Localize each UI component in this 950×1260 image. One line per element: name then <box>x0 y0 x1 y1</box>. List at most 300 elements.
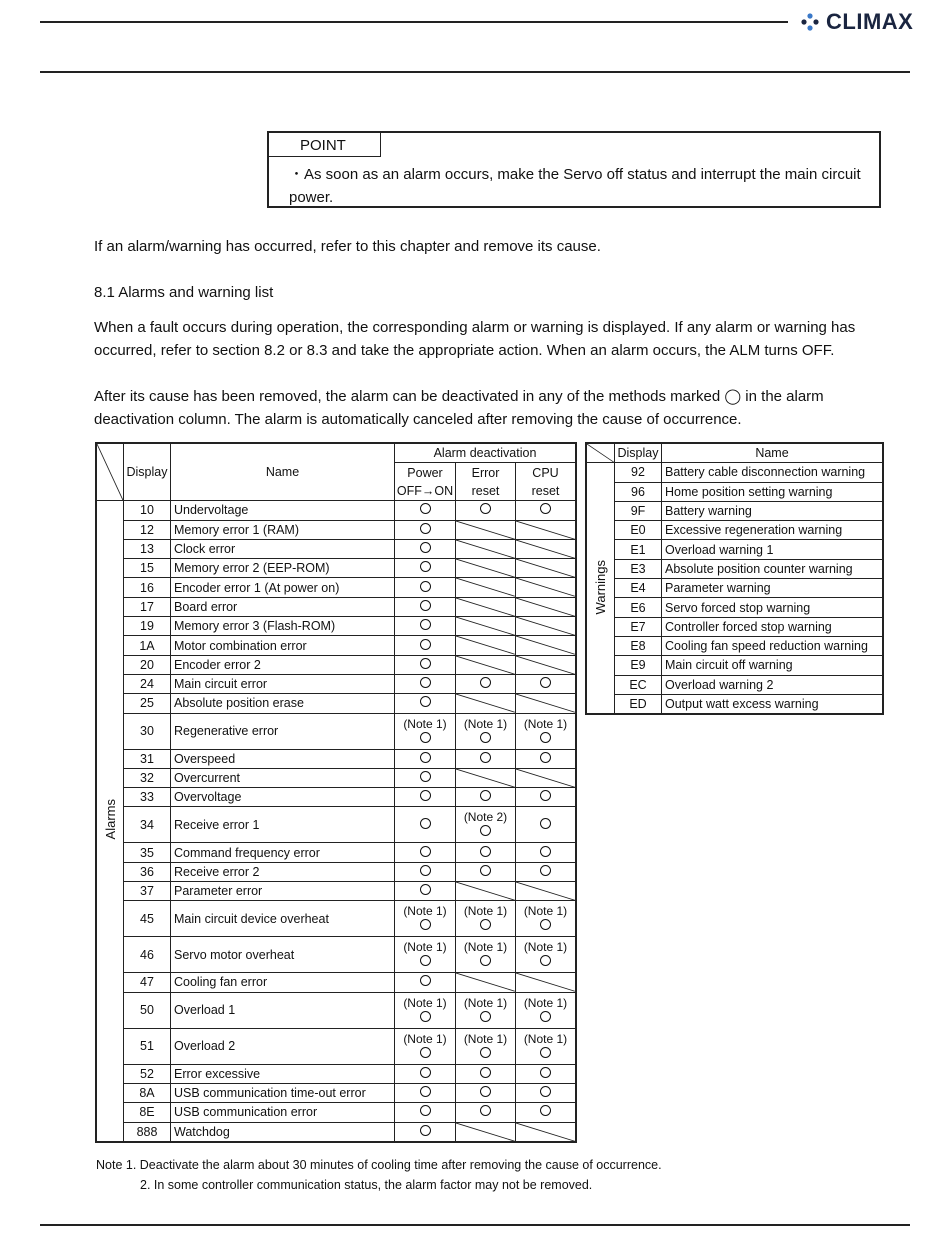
warning-table-corner <box>586 443 615 463</box>
alarm-name: Absolute position erase <box>171 694 395 713</box>
circle-mark-icon <box>420 503 431 514</box>
warning-display-code: ED <box>615 694 662 714</box>
note-label: (Note 1) <box>463 940 508 955</box>
alarm-display-code: 13 <box>124 539 171 558</box>
circle-mark-icon <box>480 1047 491 1058</box>
alarm-name: Memory error 2 (EEP-ROM) <box>171 559 395 578</box>
circle-mark-icon <box>420 561 431 572</box>
circle-mark-icon <box>420 955 431 966</box>
alarm-display-code: 31 <box>124 749 171 768</box>
deactivation-mark-cell <box>395 674 456 693</box>
alarm-row <box>96 937 576 973</box>
circle-mark-icon <box>480 955 491 966</box>
warning-display-code: E6 <box>615 598 662 617</box>
alarm-name: Overspeed <box>171 749 395 768</box>
warning-row <box>586 463 883 482</box>
not-applicable-cell <box>456 539 516 558</box>
alarm-display-code: 19 <box>124 617 171 636</box>
alarm-header-display: Display <box>124 443 171 501</box>
circle-mark-icon <box>420 1105 431 1116</box>
warning-row <box>586 675 883 694</box>
warning-row <box>586 501 883 520</box>
warning-display-code: 9F <box>615 501 662 520</box>
alarm-row <box>96 520 576 539</box>
alarm-name: Memory error 1 (RAM) <box>171 520 395 539</box>
alarm-header-deactivation: Alarm deactivation <box>395 443 577 463</box>
circle-mark-icon <box>540 677 551 688</box>
climax-logo <box>800 10 940 34</box>
alarm-table-corner <box>96 443 124 501</box>
circle-mark-icon <box>480 1067 491 1078</box>
point-box <box>267 131 881 208</box>
note-label: (Note 1) <box>403 940 447 955</box>
circle-mark-icon <box>420 865 431 876</box>
alarm-row <box>96 1064 576 1083</box>
alarm-display-code: 30 <box>124 713 171 749</box>
alarm-row <box>96 992 576 1028</box>
circle-mark-icon <box>420 790 431 801</box>
circle-mark-icon <box>480 677 491 688</box>
note-label: (Note 1) <box>463 716 508 731</box>
alarm-display-code: 15 <box>124 559 171 578</box>
deactivation-mark-cell <box>456 501 516 520</box>
alarm-row <box>96 901 576 937</box>
note-mark-cell <box>516 713 577 749</box>
deactivation-mark-cell <box>395 520 456 539</box>
alarm-display-code: 17 <box>124 597 171 616</box>
warning-row <box>586 559 883 578</box>
intro-text: If an alarm/warning has occurred, refer to this chapter and remove its cause. <box>94 238 601 255</box>
alarm-name: Overvoltage <box>171 788 395 807</box>
alarm-display-code: 12 <box>124 520 171 539</box>
deactivation-mark-cell <box>456 843 516 862</box>
not-applicable-cell <box>516 694 577 713</box>
circle-mark-icon <box>540 865 551 876</box>
alarm-header-power-text: Power OFF→ON <box>396 465 454 498</box>
circle-mark-icon <box>420 658 431 669</box>
alarm-row <box>96 1122 576 1142</box>
not-applicable-cell <box>456 597 516 616</box>
footer-rule <box>40 1224 910 1226</box>
deactivation-mark-cell <box>395 862 456 881</box>
alarms-side-label <box>96 501 124 1142</box>
circle-mark-icon <box>420 919 431 930</box>
alarm-display-code: 47 <box>124 973 171 992</box>
alarm-row <box>96 843 576 862</box>
note-mark-cell <box>395 713 456 749</box>
circle-mark-icon <box>540 1105 551 1116</box>
deactivation-mark-cell <box>516 1064 577 1083</box>
warning-row <box>586 617 883 636</box>
alarm-display-code: 10 <box>124 501 171 520</box>
alarm-name: Error excessive <box>171 1064 395 1083</box>
circle-mark-icon <box>420 1067 431 1078</box>
warning-display-code: E3 <box>615 559 662 578</box>
deactivation-mark-cell <box>395 1103 456 1122</box>
alarm-display-code: 52 <box>124 1064 171 1083</box>
deactivation-mark-cell <box>516 1103 577 1122</box>
not-applicable-cell <box>516 882 577 901</box>
not-applicable-cell <box>456 617 516 636</box>
alarm-name: Board error <box>171 597 395 616</box>
alarms-side-label-text: Alarms <box>102 799 118 840</box>
circle-mark-icon <box>540 1011 551 1022</box>
alarm-name: Encoder error 1 (At power on) <box>171 578 395 597</box>
paragraph-2: After its cause has been removed, the alarm can be deactivated in any of the methods marked ◯ in the alarm deactivation column. The alarm is automatically canceled after removing the cause of occurrence. <box>94 388 824 428</box>
not-applicable-cell <box>516 617 577 636</box>
alarm-row <box>96 1028 576 1064</box>
not-applicable-cell <box>456 694 516 713</box>
deactivation-mark-cell <box>395 1064 456 1083</box>
circle-mark-icon <box>420 846 431 857</box>
circle-mark-icon <box>540 752 551 763</box>
warning-display-code: E4 <box>615 579 662 598</box>
alarm-row <box>96 636 576 655</box>
deactivation-mark-cell <box>456 749 516 768</box>
warning-name: Battery cable disconnection warning <box>662 463 884 482</box>
warning-name: Excessive regeneration warning <box>662 521 884 540</box>
alarm-name: Receive error 2 <box>171 862 395 881</box>
not-applicable-cell <box>456 882 516 901</box>
alarm-header-cpu-reset <box>516 463 577 501</box>
warning-display-code: 96 <box>615 482 662 501</box>
deactivation-mark-cell <box>395 617 456 636</box>
alarm-row <box>96 655 576 674</box>
circle-mark-icon <box>540 1067 551 1078</box>
point-text: ・As soon as an alarm occurs, make the Servo off status and interrupt the main circuit power. <box>289 166 861 206</box>
note-mark-cell <box>456 937 516 973</box>
not-applicable-cell <box>516 539 577 558</box>
note-mark-cell <box>516 901 577 937</box>
deactivation-mark-cell <box>456 1083 516 1102</box>
alarm-row <box>96 559 576 578</box>
deactivation-mark-cell <box>395 539 456 558</box>
alarm-name: Command frequency error <box>171 843 395 862</box>
warning-display-code: 92 <box>615 463 662 482</box>
warning-row <box>586 656 883 675</box>
warning-display-code: E7 <box>615 617 662 636</box>
circle-mark-icon <box>420 677 431 688</box>
climax-logo-icon <box>800 12 820 32</box>
deactivation-mark-cell <box>395 694 456 713</box>
alarm-name: Main circuit device overheat <box>171 901 395 937</box>
note-label: (Note 1) <box>463 995 508 1010</box>
alarm-header-error-reset <box>456 463 516 501</box>
warning-row <box>586 694 883 714</box>
warning-name: Servo forced stop warning <box>662 598 884 617</box>
deactivation-mark-cell <box>395 655 456 674</box>
circle-mark-icon <box>480 825 491 836</box>
warning-header-display: Display <box>615 443 662 463</box>
alarm-row <box>96 862 576 881</box>
circle-mark-icon <box>540 919 551 930</box>
alarm-name: Clock error <box>171 539 395 558</box>
circle-mark-icon <box>540 818 551 829</box>
warning-header-name: Name <box>662 443 884 463</box>
not-applicable-cell <box>516 768 577 787</box>
circle-mark-icon <box>480 790 491 801</box>
deactivation-mark-cell <box>456 674 516 693</box>
point-label: POINT <box>269 133 381 157</box>
alarm-name: Overload 1 <box>171 992 395 1028</box>
warning-name: Controller forced stop warning <box>662 617 884 636</box>
note-mark-cell <box>516 1028 577 1064</box>
note-mark-cell <box>456 807 516 843</box>
note-mark-cell <box>456 992 516 1028</box>
circle-mark-icon <box>540 790 551 801</box>
alarm-name: USB communication error <box>171 1103 395 1122</box>
deactivation-mark-cell <box>395 559 456 578</box>
note-label: (Note 1) <box>403 716 447 731</box>
warning-display-code: EC <box>615 675 662 694</box>
alarm-display-code: 51 <box>124 1028 171 1064</box>
alarm-row <box>96 1083 576 1102</box>
deactivation-mark-cell <box>395 749 456 768</box>
circle-mark-icon <box>420 1011 431 1022</box>
deactivation-mark-cell <box>516 1083 577 1102</box>
deactivation-mark-cell <box>516 749 577 768</box>
circle-mark-icon <box>420 818 431 829</box>
note-label: (Note 1) <box>523 995 568 1010</box>
alarm-name: Watchdog <box>171 1122 395 1142</box>
alarm-display-code: 32 <box>124 768 171 787</box>
alarm-table <box>95 442 577 1143</box>
alarm-name: Overcurrent <box>171 768 395 787</box>
not-applicable-cell <box>516 655 577 674</box>
alarm-display-code: 45 <box>124 901 171 937</box>
not-applicable-cell <box>456 578 516 597</box>
circle-mark-icon <box>420 884 431 895</box>
alarm-display-code: 8A <box>124 1083 171 1102</box>
circle-mark-icon <box>480 1011 491 1022</box>
not-applicable-cell <box>516 559 577 578</box>
warning-name: Overload warning 1 <box>662 540 884 559</box>
not-applicable-cell <box>456 520 516 539</box>
alarm-display-code: 1A <box>124 636 171 655</box>
not-applicable-cell <box>516 597 577 616</box>
alarm-header-cpu-reset-text: CPU reset <box>531 465 560 498</box>
warning-row <box>586 598 883 617</box>
warning-name: Parameter warning <box>662 579 884 598</box>
alarm-header-power <box>395 463 456 501</box>
alarm-row <box>96 617 576 636</box>
circle-mark-icon <box>420 732 431 743</box>
alarm-display-code: 35 <box>124 843 171 862</box>
not-applicable-cell <box>456 559 516 578</box>
circle-mark-icon <box>480 846 491 857</box>
circle-mark-icon <box>480 752 491 763</box>
alarm-name: Receive error 1 <box>171 807 395 843</box>
circle-mark-icon <box>420 1125 431 1136</box>
alarm-row <box>96 578 576 597</box>
alarm-header-error-reset-text: Error reset <box>471 465 500 498</box>
alarm-row <box>96 694 576 713</box>
warning-row <box>586 579 883 598</box>
alarm-row <box>96 788 576 807</box>
note-label: (Note 1) <box>523 1031 568 1046</box>
deactivation-mark-cell <box>516 501 577 520</box>
not-applicable-cell <box>456 973 516 992</box>
circle-mark-icon <box>480 503 491 514</box>
deactivation-mark-cell <box>516 674 577 693</box>
circle-mark-icon <box>480 1105 491 1116</box>
alarm-row <box>96 1103 576 1122</box>
alarm-row <box>96 501 576 520</box>
warning-name: Output watt excess warning <box>662 694 884 714</box>
circle-mark-icon <box>420 975 431 986</box>
warning-display-code: E0 <box>615 521 662 540</box>
note-label: (Note 2) <box>463 810 508 825</box>
alarm-name: Regenerative error <box>171 713 395 749</box>
circle-mark-icon <box>420 581 431 592</box>
warning-name: Main circuit off warning <box>662 656 884 675</box>
circle-mark-icon <box>420 600 431 611</box>
circle-mark-icon <box>480 732 491 743</box>
circle-mark-icon <box>420 523 431 534</box>
note-mark-cell <box>456 901 516 937</box>
not-applicable-cell <box>516 636 577 655</box>
circle-mark-icon <box>540 955 551 966</box>
note-mark-cell <box>395 937 456 973</box>
alarm-display-code: 24 <box>124 674 171 693</box>
alarm-display-code: 37 <box>124 882 171 901</box>
note-label: (Note 1) <box>523 716 568 731</box>
circle-mark-icon <box>420 619 431 630</box>
footnote-2: 2. In some controller communication status, the alarm factor may not be removed. <box>140 1178 593 1192</box>
deactivation-mark-cell <box>395 973 456 992</box>
circle-mark-icon <box>540 503 551 514</box>
alarm-display-code: 20 <box>124 655 171 674</box>
deactivation-mark-cell <box>516 807 577 843</box>
alarm-name: Overload 2 <box>171 1028 395 1064</box>
note-label: (Note 1) <box>523 904 568 919</box>
not-applicable-cell <box>456 768 516 787</box>
note-label: (Note 1) <box>523 940 568 955</box>
alarm-display-code: 16 <box>124 578 171 597</box>
warnings-side-label-text: Warnings <box>593 559 608 614</box>
warning-row <box>586 540 883 559</box>
deactivation-mark-cell <box>395 807 456 843</box>
alarm-name: Cooling fan error <box>171 973 395 992</box>
alarm-display-code: 33 <box>124 788 171 807</box>
deactivation-mark-cell <box>395 636 456 655</box>
circle-mark-icon <box>420 1047 431 1058</box>
alarm-row <box>96 807 576 843</box>
circle-mark-icon <box>540 1086 551 1097</box>
warning-table <box>585 442 884 715</box>
alarm-row <box>96 973 576 992</box>
not-applicable-cell <box>516 1122 577 1142</box>
circle-mark-icon <box>540 1047 551 1058</box>
note-label: (Note 1) <box>403 995 447 1010</box>
deactivation-mark-cell <box>395 501 456 520</box>
warning-row <box>586 636 883 655</box>
warnings-side-label <box>586 463 615 714</box>
alarm-display-code: 36 <box>124 862 171 881</box>
alarm-name: Servo motor overheat <box>171 937 395 973</box>
circle-mark-icon <box>420 542 431 553</box>
not-applicable-cell <box>456 1122 516 1142</box>
not-applicable-cell <box>456 655 516 674</box>
circle-mark-icon <box>420 1086 431 1097</box>
warning-name: Absolute position counter warning <box>662 559 884 578</box>
warning-row <box>586 482 883 501</box>
warning-name: Overload warning 2 <box>662 675 884 694</box>
deactivation-mark-cell <box>395 1083 456 1102</box>
note-mark-cell <box>456 1028 516 1064</box>
deactivation-mark-cell <box>456 862 516 881</box>
header-rule-top <box>40 21 788 23</box>
alarm-row <box>96 674 576 693</box>
deactivation-mark-cell <box>395 768 456 787</box>
logo-text: CLIMAX <box>826 9 914 34</box>
alarm-row <box>96 768 576 787</box>
footnote-1: Note 1. Deactivate the alarm about 30 minutes of cooling time after removing the cause of occurrence. <box>96 1158 662 1172</box>
deactivation-mark-cell <box>516 862 577 881</box>
note-mark-cell <box>395 992 456 1028</box>
alarm-name: Motor combination error <box>171 636 395 655</box>
warning-display-code: E1 <box>615 540 662 559</box>
note-label: (Note 1) <box>403 1031 447 1046</box>
deactivation-mark-cell <box>395 578 456 597</box>
alarm-row <box>96 749 576 768</box>
not-applicable-cell <box>456 636 516 655</box>
note-mark-cell <box>456 713 516 749</box>
warning-name: Home position setting warning <box>662 482 884 501</box>
alarm-name: Memory error 3 (Flash-ROM) <box>171 617 395 636</box>
deactivation-mark-cell <box>456 788 516 807</box>
circle-mark-icon <box>480 1086 491 1097</box>
warning-display-code: E9 <box>615 656 662 675</box>
circle-mark-icon <box>540 732 551 743</box>
alarm-display-code: 25 <box>124 694 171 713</box>
deactivation-mark-cell <box>395 882 456 901</box>
warning-display-code: E8 <box>615 636 662 655</box>
alarm-display-code: 34 <box>124 807 171 843</box>
deactivation-mark-cell <box>395 843 456 862</box>
alarm-row <box>96 713 576 749</box>
header-rule-bottom <box>40 71 910 73</box>
deactivation-mark-cell <box>516 788 577 807</box>
note-mark-cell <box>395 1028 456 1064</box>
note-label: (Note 1) <box>463 1031 508 1046</box>
alarm-row <box>96 539 576 558</box>
alarm-name: USB communication time-out error <box>171 1083 395 1102</box>
circle-mark-icon <box>420 696 431 707</box>
circle-mark-icon <box>480 865 491 876</box>
alarm-name: Main circuit error <box>171 674 395 693</box>
alarm-display-code: 50 <box>124 992 171 1028</box>
circle-mark-icon <box>420 752 431 763</box>
circle-mark-icon <box>420 771 431 782</box>
deactivation-mark-cell <box>395 788 456 807</box>
paragraph-1: When a fault occurs during operation, the corresponding alarm or warning is displayed. If any alarm or warning has occurred, refer to section 8.2 or 8.3 and take the appropriate action. When an alarm occurs, the ALM turns OFF. <box>94 319 856 359</box>
alarm-row <box>96 882 576 901</box>
alarm-header-name: Name <box>171 443 395 501</box>
note-label: (Note 1) <box>403 904 447 919</box>
circle-mark-icon <box>480 919 491 930</box>
not-applicable-cell <box>516 973 577 992</box>
alarm-name: Undervoltage <box>171 501 395 520</box>
warning-name: Battery warning <box>662 501 884 520</box>
note-mark-cell <box>395 901 456 937</box>
section-title: 8.1 Alarms and warning list <box>94 284 274 301</box>
circle-mark-icon <box>540 846 551 857</box>
note-label: (Note 1) <box>463 904 508 919</box>
alarm-row <box>96 597 576 616</box>
alarm-display-code: 46 <box>124 937 171 973</box>
deactivation-mark-cell <box>395 1122 456 1142</box>
